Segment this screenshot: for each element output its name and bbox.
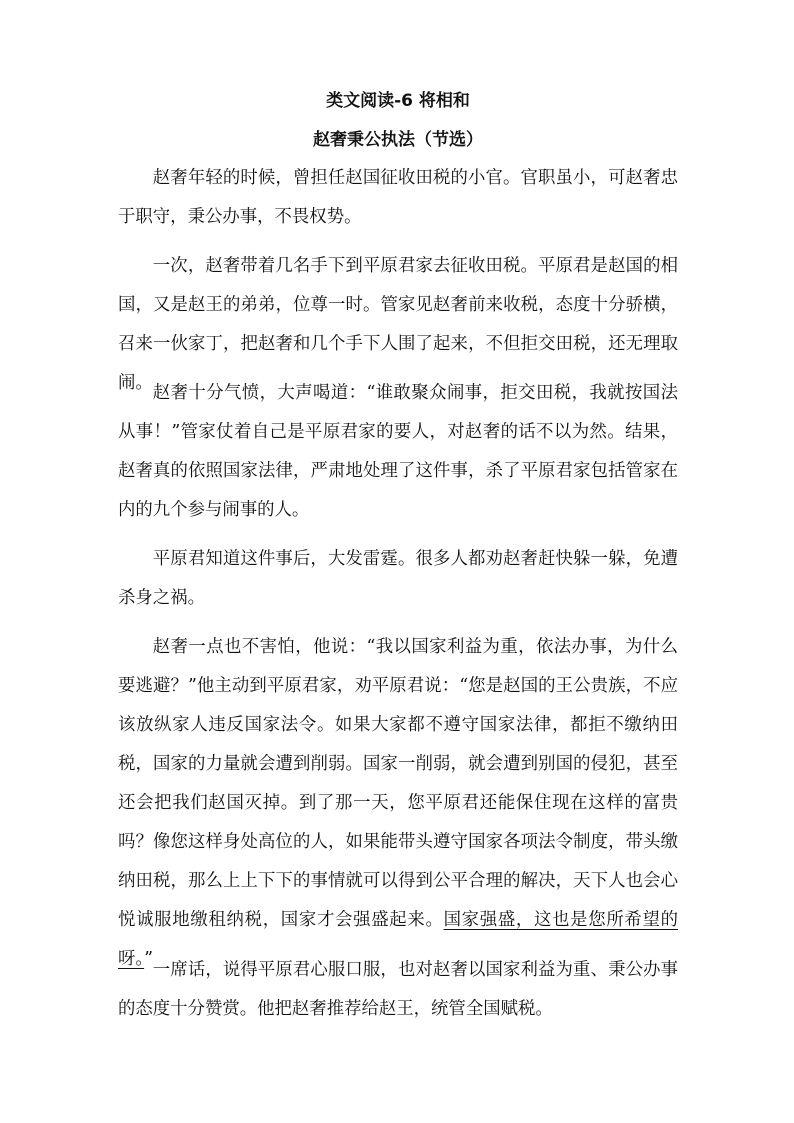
closing-quote: ” [144, 949, 153, 969]
document-title: 类文阅读-6 将相和 [326, 91, 470, 111]
paragraph-2: 一次，赵奢带着几名手下到平原君家去征收田税。平原君是赵国的相国，又是赵王的弟弟，位尊一时。管家见赵奢前来收税，态度十分骄横，召来一伙家丁，把赵奢和几个手下人围了起来，不但拒交田税，还无理取闹。 [118, 256, 678, 393]
paragraph-4: 平原君知道这件事后，大发雷霆。很多人都劝赵奢赶快躲一躲，免遭杀身之祸。 [118, 549, 678, 608]
paragraph-5 [118, 628, 678, 979]
paragraph-6: 一席话，说得平原君心服口服，也对赵奢以国家利益为重、秉公办事的态度十分赞赏。他把赵奢推荐给赵王，统管全国赋税。 [118, 960, 678, 1019]
paragraph-3: 赵奢十分气愤，大声喝道：“谁敢聚众闹事，拒交田税，我就按国法从事！”管家仗着自己是平原君家的要人，对赵奢的话不以为然。结果，赵奢真的依照国家法律，严肃地处理了这件事，杀了平原君家包括管家在内的九个参与闹事的人。 [118, 383, 678, 520]
paragraph-5-text: 赵奢一点也不害怕，他说：“我以国家利益为重，依法办事，为什么要逃避？”他主动到平原君家，劝平原君说：“您是赵国的王公贵族，不应该放纵家人违反国家法令。如果大家都不遵守国家法律，都拒不缴纳田税，国家的力量就会遭到削弱。国家一削弱，就会遭到别国的侵犯，甚至还会把我们赵国灭掉。到了那一天，您平原君还能保住现在这样的富贵吗？像您这样身处高位的人，如果能带头遵守国家各项法令制度，带头缴纳田税，那么上上下下的事情就可以得到公平合理的解决，天下人也会心悦诚服地缴租纳税，国家才会强盛起来。 [118, 637, 678, 930]
paragraph-1: 赵奢年轻的时候，曾担任赵国征收田税的小官。官职虽小，可赵奢忠于职守，秉公办事，不畏权势。 [118, 168, 678, 227]
article-title: 赵奢秉公执法（节选） [313, 130, 483, 150]
underlined-sentence: 国家强盛，这也是您所希望的呀。 [118, 910, 678, 969]
